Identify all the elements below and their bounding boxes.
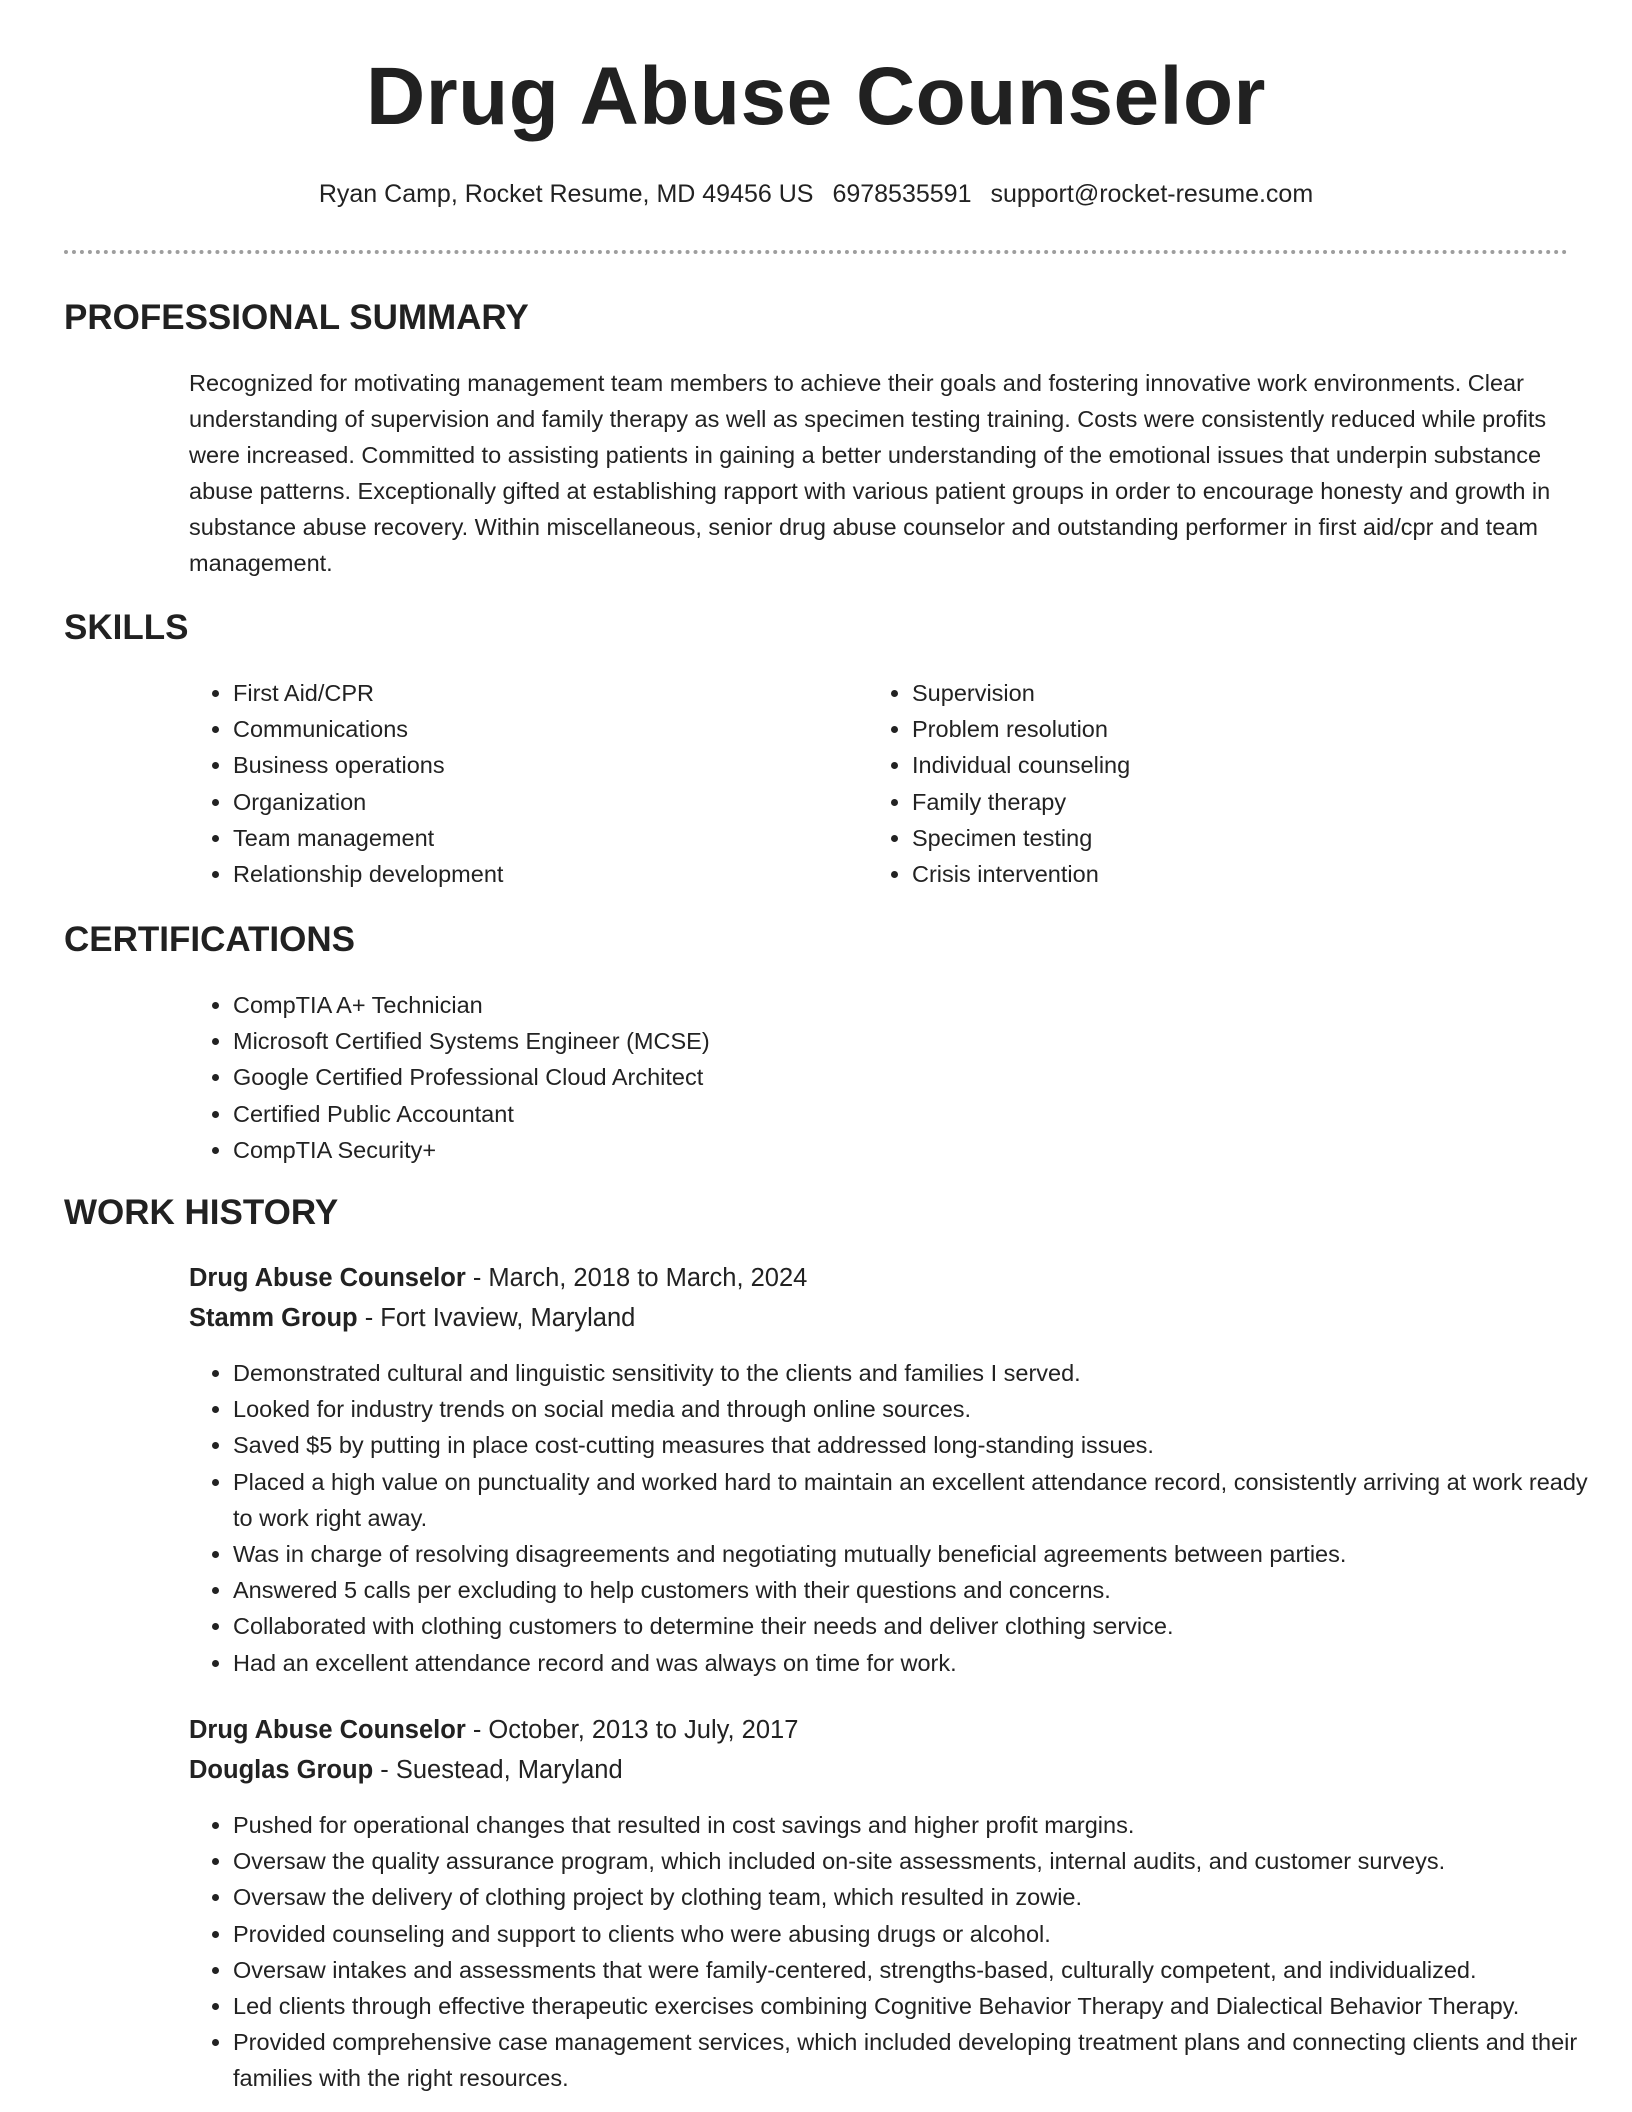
job-company-line xyxy=(189,1304,635,1333)
list-item: • CompTIA A+ Technician xyxy=(233,987,1533,1023)
list-item: • Business operations xyxy=(233,747,833,783)
job-company-line xyxy=(189,1756,623,1785)
list-item: • Saved $5 by putting in place cost-cutting measures that addressed long-standing issues. xyxy=(233,1427,1613,1463)
job-title: Drug Abuse Counselor xyxy=(189,1264,466,1292)
list-item: • Organization xyxy=(233,784,833,820)
list-item: • Was in charge of resolving disagreements and negotiating mutually beneficial agreements between parties. xyxy=(233,1536,1613,1572)
job-title-line xyxy=(189,1264,807,1293)
list-item: • Microsoft Certified Systems Engineer (MCSE) xyxy=(233,1023,1533,1059)
job-location: - Fort Ivaview, Maryland xyxy=(357,1304,636,1332)
list-item: • Collaborated with clothing customers to determine their needs and deliver clothing service. xyxy=(233,1608,1613,1644)
list-item: • Communications xyxy=(233,711,833,747)
list-item: • Pushed for operational changes that resulted in cost savings and higher profit margins. xyxy=(233,1807,1613,1843)
job-company: Stamm Group xyxy=(189,1304,358,1332)
header-divider xyxy=(64,250,1568,254)
list-item: • Looked for industry trends on social media and through online sources. xyxy=(233,1391,1613,1427)
skills-list-left xyxy=(189,675,833,892)
job-bullets xyxy=(189,1807,1613,2097)
contact-email[interactable]: support@rocket-resume.com xyxy=(990,180,1314,208)
job-bullets xyxy=(189,1355,1613,1681)
job-dates: - October, 2013 to July, 2017 xyxy=(465,1716,799,1744)
summary-heading: PROFESSIONAL SUMMARY xyxy=(64,298,529,337)
certifications-list xyxy=(189,987,1533,1168)
list-item: • Problem resolution xyxy=(912,711,1512,747)
contact-line xyxy=(0,180,1632,209)
job-title-line xyxy=(189,1716,798,1745)
list-item: • Demonstrated cultural and linguistic sensitivity to the clients and families I served. xyxy=(233,1355,1613,1391)
list-item: • First Aid/CPR xyxy=(233,675,833,711)
list-item: • Had an excellent attendance record and was always on time for work. xyxy=(233,1645,1613,1681)
list-item: • Specimen testing xyxy=(912,820,1512,856)
skills-heading: SKILLS xyxy=(64,608,189,647)
list-item: • Oversaw the delivery of clothing project by clothing team, which resulted in zowie. xyxy=(233,1879,1613,1915)
summary-text: Recognized for motivating management team members to achieve their goals and fostering innovative work environments. Clear understanding of supervision and family therapy as well as specimen testing training. Costs were consistently reduced while profits were increased. Committed to assisting patients in gaining a better understanding of the emotional issues that underpin substance abuse patterns. Exceptionally gifted at establishing rapport with various patient groups in order to encourage honesty and growth in substance abuse recovery. Within miscellaneous, senior drug abuse counselor and outstanding performer in first aid/cpr and team management. xyxy=(189,370,1551,576)
list-item: • Google Certified Professional Cloud Architect xyxy=(233,1059,1533,1095)
contact-phone: 6978535591 xyxy=(832,180,972,208)
list-item: • Crisis intervention xyxy=(912,856,1512,892)
list-item: • Family therapy xyxy=(912,784,1512,820)
list-item: • Individual counseling xyxy=(912,747,1512,783)
list-item: • Provided comprehensive case management services, which included developing treatment plans and connecting clients and their families with the right resources. xyxy=(233,2024,1613,2096)
page-title: Drug Abuse Counselor xyxy=(366,51,1266,142)
list-item: • Oversaw the quality assurance program, which included on-site assessments, internal audits, and customer surveys. xyxy=(233,1843,1613,1879)
list-item: • Oversaw intakes and assessments that were family-centered, strengths-based, culturally competent, and individualized. xyxy=(233,1952,1613,1988)
job-title: Drug Abuse Counselor xyxy=(189,1716,466,1744)
list-item: • Placed a high value on punctuality and worked hard to maintain an excellent attendance record, consistently arriving at work ready to work right away. xyxy=(233,1464,1613,1536)
list-item: • CompTIA Security+ xyxy=(233,1132,1533,1168)
job-dates: - March, 2018 to March, 2024 xyxy=(465,1264,808,1292)
job-location: - Suestead, Maryland xyxy=(373,1756,623,1784)
skills-list-right xyxy=(868,675,1512,892)
certifications-heading: CERTIFICATIONS xyxy=(64,920,356,959)
work-history-heading: WORK HISTORY xyxy=(64,1193,339,1232)
list-item: • Supervision xyxy=(912,675,1512,711)
contact-address: Ryan Camp, Rocket Resume, MD 49456 US xyxy=(318,180,814,208)
list-item: • Certified Public Accountant xyxy=(233,1096,1533,1132)
list-item: • Led clients through effective therapeutic exercises combining Cognitive Behavior Therapy and Dialectical Behavior Therapy. xyxy=(233,1988,1613,2024)
list-item: • Team management xyxy=(233,820,833,856)
list-item: • Relationship development xyxy=(233,856,833,892)
list-item: • Provided counseling and support to clients who were abusing drugs or alcohol. xyxy=(233,1916,1613,1952)
list-item: • Answered 5 calls per excluding to help customers with their questions and concerns. xyxy=(233,1572,1613,1608)
job-company: Douglas Group xyxy=(189,1756,374,1784)
